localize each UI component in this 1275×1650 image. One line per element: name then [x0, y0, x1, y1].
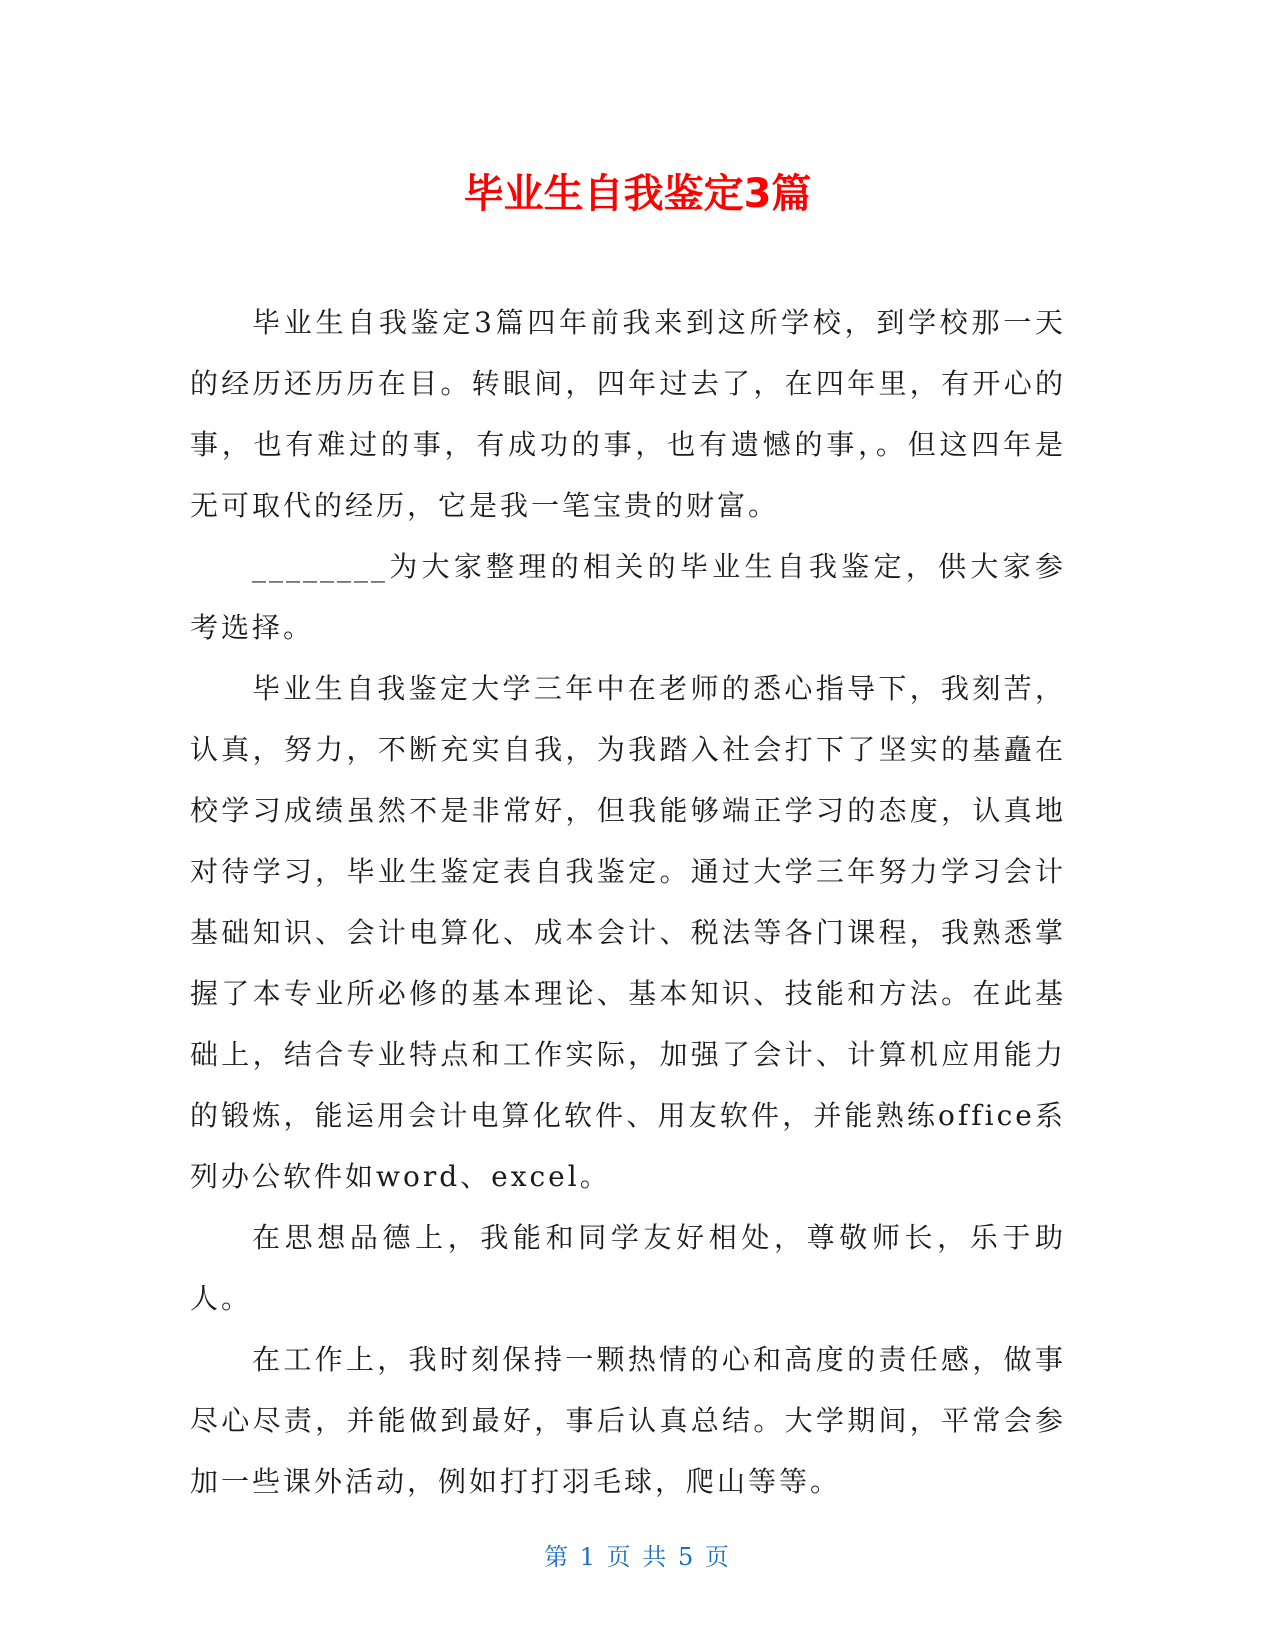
paragraph-reference: ________为大家整理的相关的毕业生自我鉴定，供大家参考选择。 — [190, 550, 1066, 644]
footer-prefix: 第 — [544, 1543, 571, 1571]
footer-current-page: 1 — [579, 1543, 598, 1571]
document-title: 毕业生自我鉴定3篇 — [463, 171, 812, 217]
paragraph-morality: 在思想品德上，我能和同学友好相处，尊敬师长，乐于助人。 — [190, 1221, 1066, 1315]
footer-middle: 页 共 — [606, 1543, 669, 1571]
paragraph-work: 在工作上，我时刻保持一颗热情的心和高度的责任感，做事尽心尽责，并能做到最好，事后认真总结。大学期间，平常会参加一些课外活动，例如打打羽毛球，爬山等等。 — [190, 1343, 1066, 1498]
page-footer — [0, 1540, 1275, 1574]
paragraph-intro: 毕业生自我鉴定3篇四年前我来到这所学校，到学校那一天的经历还历历在目。转眼间，四年过去了，在四年里，有开心的事，也有难过的事，有成功的事，也有遗憾的事，。但这四年是无可取代的经历，它是我一笔宝贵的财富。 — [190, 306, 1066, 522]
document-body — [190, 292, 1066, 1512]
footer-total-pages: 5 — [677, 1543, 696, 1571]
footer-suffix: 页 — [704, 1543, 731, 1571]
paragraph-study: 毕业生自我鉴定大学三年中在老师的悉心指导下，我刻苦，认真，努力，不断充实自我，为我踏入社会打下了坚实的基矗在校学习成绩虽然不是非常好，但我能够端正学习的态度，认真地对待学习，毕业生鉴定表自我鉴定。通过大学三年努力学习会计基础知识、会计电算化、成本会计、税法等各门课程，我熟悉掌握了本专业所必修的基本理论、基本知识、技能和方法。在此基础上，结合专业特点和工作实际，加强了会计、计算机应用能力的锻炼，能运用会计电算化软件、用友软件，并能熟练office系列办公软件如word、excel。 — [190, 672, 1066, 1193]
